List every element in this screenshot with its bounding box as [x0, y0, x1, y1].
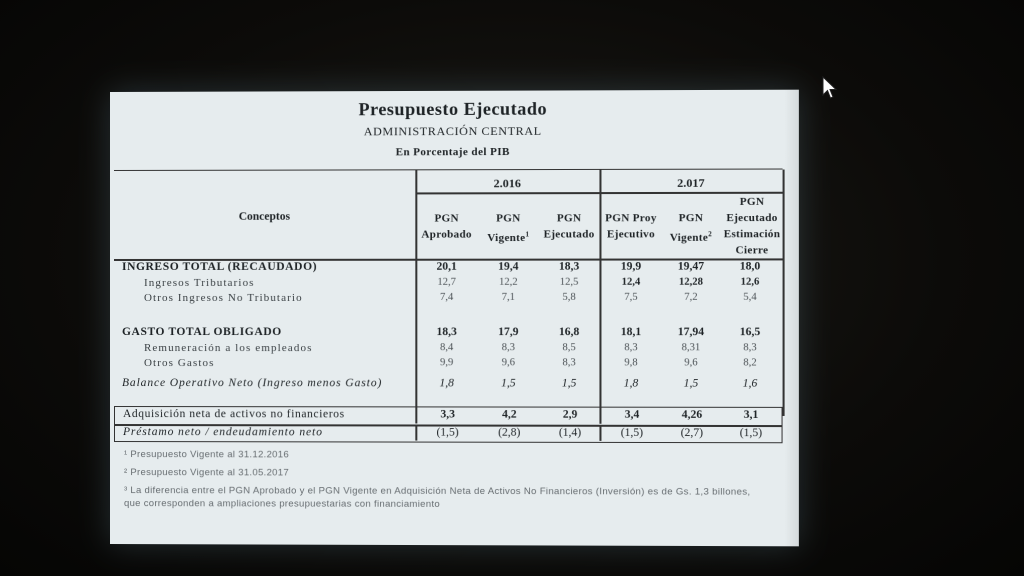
cell-value: 8,31: [681, 342, 701, 354]
cell-value: 4,2: [502, 408, 517, 421]
table-row: [114, 277, 783, 292]
cell-value: 12,28: [678, 276, 703, 288]
cell-value: 9,9: [439, 357, 454, 369]
budget-table: [114, 169, 783, 443]
cell-value: 2,9: [562, 408, 578, 421]
row-label: Otros Ingresos No Tributario: [144, 291, 303, 304]
row-label: GASTO TOTAL OBLIGADO: [121, 326, 282, 339]
column-header: [662, 210, 719, 246]
row-label: Otros Gastos: [144, 357, 215, 370]
cell-value: 12,7: [437, 276, 456, 288]
cell-value: (1,4): [558, 426, 582, 439]
cell-value: 9,6: [501, 357, 515, 369]
cell-value: 8,3: [624, 342, 638, 354]
column-header-line: Ejecutivo: [606, 228, 655, 241]
footnote-marker: 2: [708, 230, 713, 239]
cell-value: 1,8: [439, 377, 454, 390]
cell-value: 20,1: [436, 260, 457, 273]
cell-value: (2,7): [680, 426, 704, 440]
cell-value: 1,5: [561, 377, 577, 390]
cell-value: 16,8: [558, 326, 580, 339]
table-row: [115, 426, 784, 442]
table-divider: [415, 426, 417, 440]
footnote-marker: 1: [525, 230, 530, 239]
cell-value: 8,2: [743, 357, 757, 369]
cell-value: 7,5: [624, 291, 638, 303]
cell-value: 12,2: [498, 276, 518, 288]
column-header-line: PGN: [434, 212, 459, 225]
cell-value: 3,4: [624, 408, 640, 421]
cell-value: 9,8: [624, 357, 638, 369]
table-divider: [599, 427, 601, 441]
presentation-slide: [110, 90, 799, 547]
table-row: [114, 260, 783, 276]
table-row: [114, 342, 783, 357]
cell-value: 18,1: [620, 326, 642, 339]
table-row: [114, 326, 783, 341]
cell-value: (1,5): [620, 426, 644, 439]
cell-value: 12,4: [621, 276, 641, 288]
table-divider: [599, 408, 601, 424]
cell-value: 1,8: [623, 377, 639, 390]
cell-value: 5,4: [743, 291, 757, 303]
boxed-row-prestamo: [114, 425, 783, 443]
cell-value: (1,5): [739, 427, 763, 440]
row-label: Adquisición neta de activos no financieros: [122, 408, 345, 421]
cell-value: 3,1: [743, 408, 759, 421]
boxed-row-adquisicion: [114, 406, 783, 426]
cell-value: 8,3: [501, 342, 515, 354]
conceptos-header: Conceptos: [238, 210, 291, 223]
cell-value: 18,3: [558, 260, 580, 273]
cell-value: 1,5: [683, 377, 699, 390]
cell-value: 5,8: [562, 291, 576, 303]
row-label: Balance Operativo Neto (Ingreso menos Gasto): [121, 377, 383, 390]
slide-unit: En Porcentaje del PIB: [395, 145, 510, 159]
footnote: ³ La diferencia entre el PGN Aprobado y el PGN Vigente en Adquisición Neta de Activos No Financieros (Inversión) es de Gs. 1,3 billones, que corresponden a ampliaciones presupuestarias con financiamiento: [123, 485, 751, 510]
cell-value: 7,1: [501, 291, 515, 303]
column-header-line: Ejecutado: [543, 228, 595, 241]
cell-value: 18,3: [436, 326, 457, 339]
cell-value: 18,0: [739, 260, 761, 273]
year-header-2016: 2.016: [493, 176, 521, 191]
slide-title: Presupuesto Ejecutado: [358, 98, 548, 120]
cell-value: (2,8): [498, 426, 521, 439]
table-row: [114, 377, 783, 393]
footnotes: [124, 448, 770, 517]
year-header-2017: 2.017: [677, 175, 705, 190]
cell-value: 12,6: [740, 276, 760, 288]
table-row: [114, 357, 783, 373]
row-label: Préstamo neto / endeudamiento neto: [122, 426, 323, 439]
footnote: ¹ Presupuesto Vigente al 31.12.2016: [123, 449, 290, 461]
column-header-line: PGN: [678, 212, 704, 225]
column-header-line: Estimación: [723, 228, 781, 241]
cell-value: 19,9: [620, 260, 642, 273]
column-header-line: Cierre: [735, 244, 769, 257]
table-divider: [415, 407, 417, 423]
cell-value: 8,5: [562, 342, 576, 354]
cell-value: 17,94: [677, 326, 705, 339]
column-header: [415, 210, 478, 242]
cell-value: 7,4: [439, 291, 454, 303]
column-header-line: Vigente: [669, 231, 709, 245]
column-header-line: Ejecutado: [726, 211, 778, 225]
cell-value: 9,6: [684, 357, 698, 369]
column-header-line: PGN Proy: [605, 212, 657, 225]
row-label: Ingresos Tributarios: [144, 276, 255, 289]
column-header: [599, 210, 662, 242]
cell-value: 17,9: [498, 326, 519, 339]
column-header-line: PGN: [556, 212, 582, 225]
cell-value: 8,3: [743, 342, 757, 354]
column-header-line: Vigente: [487, 232, 526, 245]
mouse-pointer-icon: [822, 76, 838, 100]
cell-value: 4,26: [681, 408, 703, 421]
table-row: [115, 408, 784, 424]
column-header: [478, 210, 539, 246]
table-row: [114, 292, 783, 307]
cell-value: (1,5): [436, 426, 459, 439]
row-label: INGRESO TOTAL (RECAUDADO): [121, 260, 318, 273]
cell-value: 19,4: [498, 260, 519, 273]
cell-value: 16,5: [739, 326, 761, 339]
cell-value: 8,4: [439, 342, 454, 354]
footnote: ² Presupuesto Vigente al 31.05.2017: [123, 467, 290, 479]
row-label: Remuneración a los empleados: [144, 342, 313, 355]
column-header-line: Aprobado: [421, 228, 472, 241]
cell-value: 7,2: [684, 291, 698, 303]
cell-value: 8,3: [562, 357, 576, 369]
cell-value: 12,5: [559, 276, 579, 288]
cell-value: 1,6: [742, 377, 758, 390]
slide-subtitle: ADMINISTRACIÓN CENTRAL: [363, 123, 542, 139]
column-header: [719, 194, 784, 259]
column-header-line: PGN: [496, 212, 521, 225]
cell-value: 19,47: [677, 260, 705, 273]
column-header-line: PGN: [739, 195, 765, 208]
slide-edge-shade: [785, 90, 799, 547]
column-header: [539, 210, 600, 242]
cell-value: 1,5: [501, 377, 516, 390]
cell-value: 3,3: [440, 408, 455, 421]
